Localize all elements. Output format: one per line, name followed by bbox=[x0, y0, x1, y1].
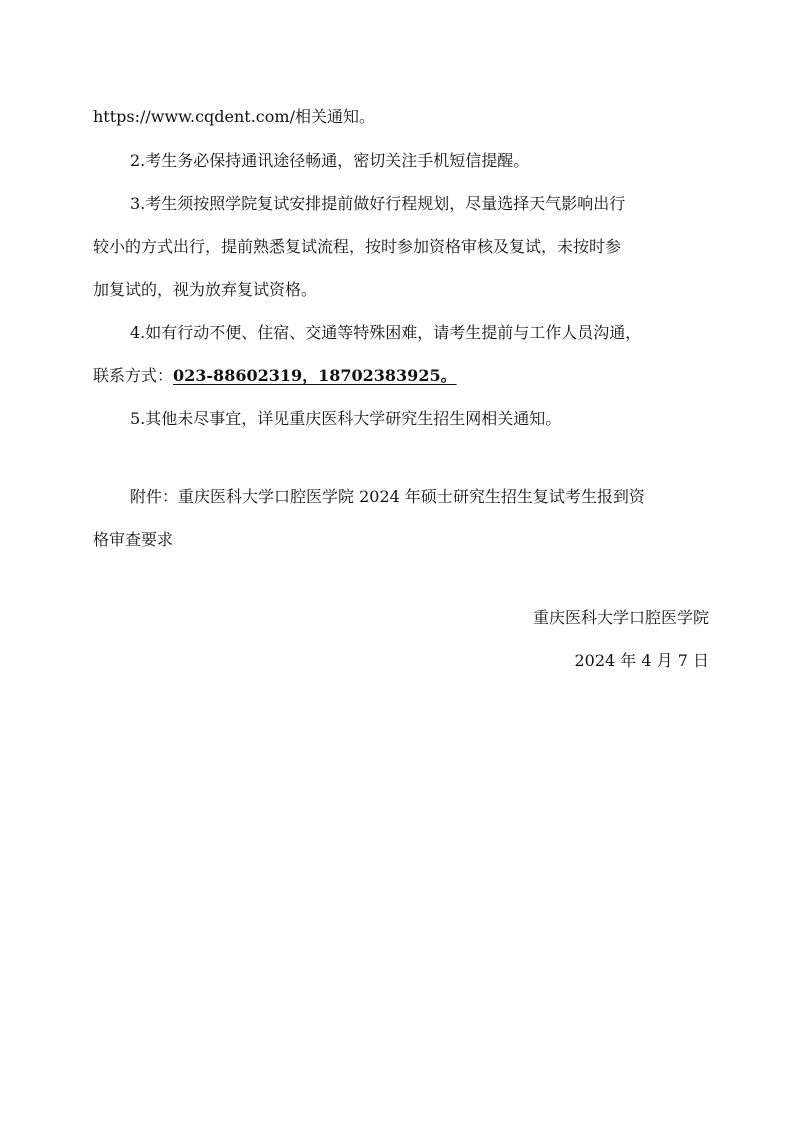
item-3-line-2: 较小的方式出行，提前熟悉复试流程，按时参加资格审核及复试，未按时参 bbox=[93, 237, 622, 256]
contact-label: 联系方式： bbox=[93, 366, 174, 385]
attachment-line-2: 格审查要求 bbox=[93, 530, 174, 549]
notice-url-text: https://www.cqdent.com/相关通知。 bbox=[93, 107, 375, 126]
item-3-line-3: 加复试的，视为放弃复试资格。 bbox=[93, 280, 318, 299]
item-5-text: 5.其他未尽事宜，详见重庆医科大学研究生招生网相关通知。 bbox=[130, 409, 562, 428]
signature-date: 2024 年 4 月 7 日 bbox=[574, 651, 709, 670]
signature-organization: 重庆医科大学口腔医学院 bbox=[532, 608, 709, 627]
item-3-line-1: 3.考生须按照学院复试安排提前做好行程规划，尽量选择天气影响出行 bbox=[130, 194, 626, 213]
attachment-line-1: 附件：重庆医科大学口腔医学院 2024 年硕士研究生招生复试考生报到资 bbox=[130, 487, 645, 506]
contact-phone-numbers: 023-88602319，18702383925。 bbox=[173, 366, 457, 385]
text-line-url bbox=[93, 106, 723, 128]
item-2-text: 2.考生务必保持通讯途径畅通，密切关注手机短信提醒。 bbox=[130, 151, 530, 170]
item-4-line-1: 4.如有行动不便、住宿、交通等特殊困难，请考生提前与工作人员沟通， bbox=[130, 323, 642, 342]
item-4-line-2 bbox=[93, 365, 723, 387]
